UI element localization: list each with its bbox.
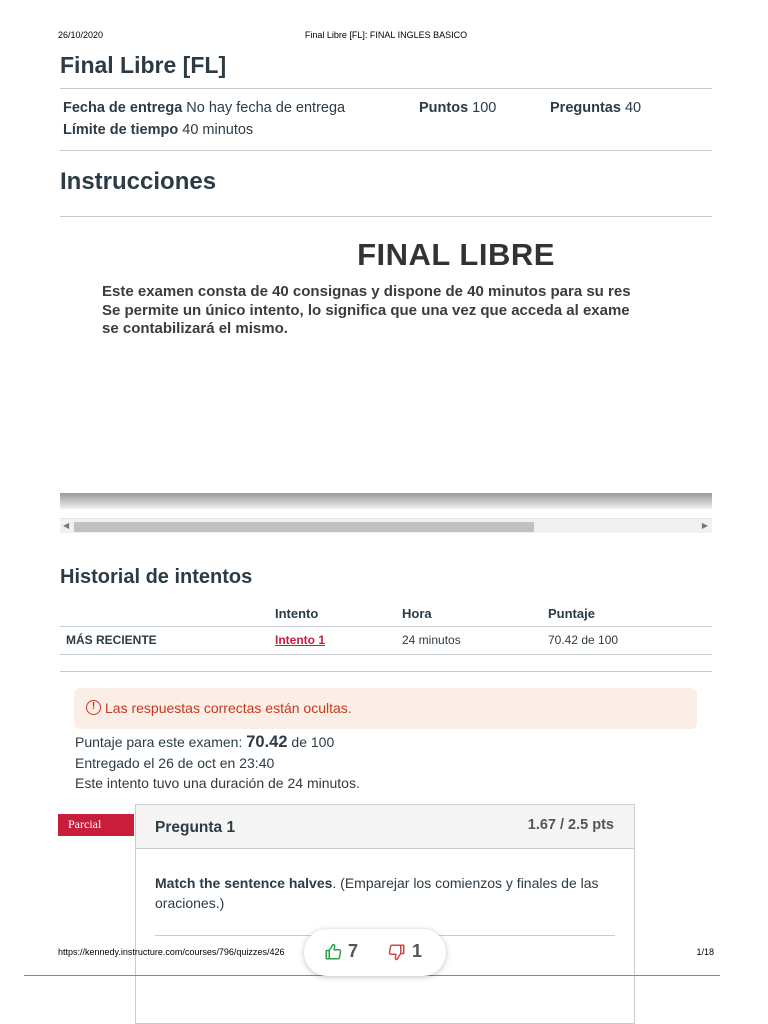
attempt-history-table (60, 602, 712, 655)
instructions-line: Se permite un único intento, lo significa que una vez que acceda al exame (102, 301, 630, 319)
column-header (60, 602, 275, 626)
like-count: 7 (348, 941, 359, 961)
instructions-heading: Instrucciones (60, 168, 217, 195)
instructions-frame (60, 216, 712, 533)
print-document-title: Final Libre [FL]: FINAL INGLES BASICO (304, 30, 468, 40)
submitted-line: Entregado el 26 de oct en 23:40 (75, 754, 275, 771)
table-row (60, 626, 712, 654)
dislike-button[interactable] (388, 941, 422, 962)
score-value: 70.42 (246, 733, 288, 751)
table-header-row (60, 602, 712, 626)
score-summary (75, 732, 360, 794)
time-limit-value: 40 minutos (182, 122, 254, 138)
attempt-score (548, 626, 712, 654)
due-date-value: No hay fecha de entrega (186, 100, 346, 116)
questions-value: 40 (624, 100, 642, 116)
page-title: Final Libre [FL] (60, 52, 227, 78)
points-detail (419, 100, 496, 116)
question-prompt-bold: Match the sentence halves (155, 875, 333, 891)
score-line (75, 732, 360, 753)
question-points: 1.67 / 2.5 pts (527, 817, 614, 833)
partial-credit-badge: Parcial (58, 814, 134, 836)
score-prefix: Puntaje para este examen: (75, 734, 247, 750)
quiz-details (60, 88, 712, 151)
instructions-line: se contabilizará el mismo. (102, 320, 288, 337)
scrollbar-thumb[interactable] (74, 522, 534, 532)
divider (60, 671, 712, 672)
page-number: 1/18 (696, 947, 714, 957)
alert-message: Las respuestas correctas están ocultas. (105, 700, 352, 716)
thumbs-down-icon (388, 943, 406, 961)
due-date-detail (63, 100, 345, 116)
scroll-right-icon[interactable]: ▶ (701, 521, 708, 530)
warning-icon: ! (86, 700, 101, 715)
questions-label: Preguntas (550, 100, 621, 116)
time-limit-detail (63, 122, 253, 138)
score-suffix: de 100 (287, 734, 335, 750)
due-date-label: Fecha de entrega (63, 100, 183, 116)
question-card (135, 804, 635, 1024)
scroll-left-icon[interactable]: ◀ (63, 521, 70, 530)
frame-bottom-shadow (60, 493, 712, 509)
rating-widget (304, 929, 446, 976)
print-header (58, 30, 714, 44)
question-title: Pregunta 1 (155, 819, 236, 836)
row-label: MÁS RECIENTE (60, 626, 275, 654)
thumbs-up-icon (324, 943, 342, 961)
print-url: https://kennedy.instructure.com/courses/796/quizzes/426 (58, 947, 285, 957)
column-header-time: Hora (402, 602, 548, 626)
question-prompt (155, 873, 615, 913)
instructions-text (102, 283, 712, 339)
like-button[interactable] (324, 941, 358, 962)
time-limit-label: Límite de tiempo (63, 122, 179, 138)
horizontal-scrollbar[interactable] (60, 518, 712, 533)
question-prompt-text: . (Emparejar los comienzos y finales de las oraciones.) (155, 875, 599, 911)
duration-line: Este intento tuvo una duración de 24 minutos. (75, 775, 360, 791)
instructions-line: Este examen consta de 40 consignas y dispone de 40 minutos para su res (102, 283, 631, 300)
questions-detail (550, 100, 641, 116)
column-header-score: Puntaje (548, 602, 712, 626)
points-value: 100 (472, 100, 497, 116)
column-header-attempt: Intento (275, 602, 402, 626)
attempt-score-total: de 100 (581, 633, 619, 647)
print-date: 26/10/2020 (58, 30, 104, 40)
points-label: Puntos (419, 100, 469, 116)
hidden-answers-alert (74, 688, 697, 729)
question-header (136, 805, 634, 849)
attempt-history-heading: Historial de intentos (60, 566, 253, 588)
attempt-score-value: 70.42 (548, 633, 579, 647)
attempt-time: 24 minutos (402, 626, 548, 654)
dislike-count: 1 (412, 941, 423, 961)
instructions-title: FINAL LIBRE (357, 237, 555, 272)
attempt-link[interactable]: Intento 1 (275, 633, 325, 647)
